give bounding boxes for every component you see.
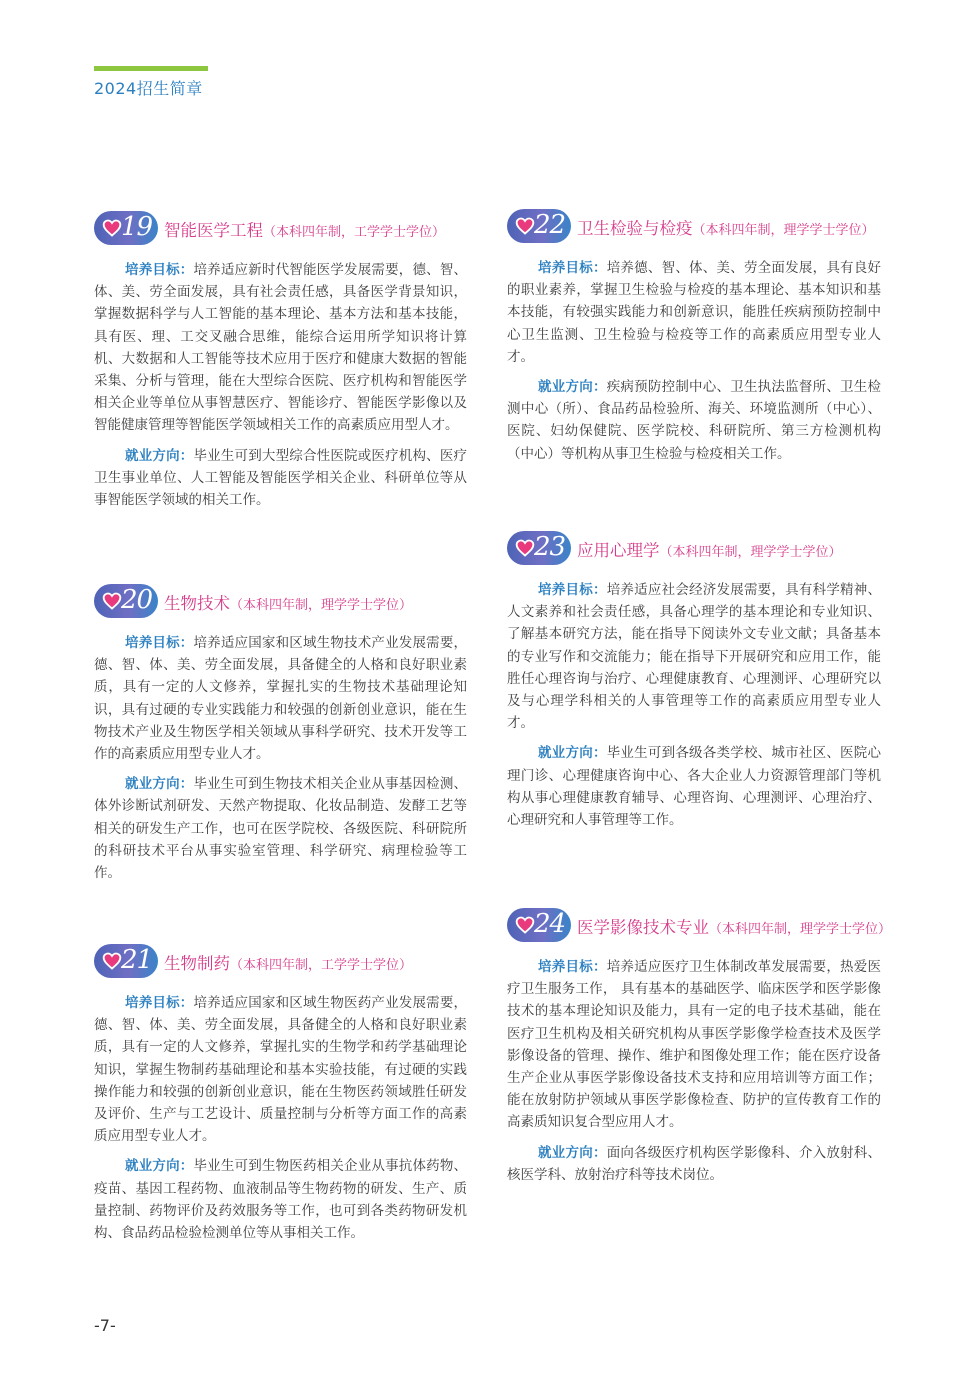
section-title — [164, 950, 412, 974]
degree-note: （本科四年制，工学学士学位） — [263, 225, 446, 240]
section-number: 24 — [534, 909, 566, 939]
career-text: 面向各级医疗机构医学影像科、介入放射科、核医学科、放射治疗科等技术岗位。 — [507, 1144, 882, 1183]
career-text: 毕业生可到大型综合性医院或医疗机构、医疗卫生事业单位、人工智能及智能医学相关企业、科研单位等从事智能医学领域的相关工作。 — [94, 447, 468, 509]
career-direction — [94, 445, 467, 512]
section-heading — [94, 944, 467, 978]
goal-text: 培养德、智、体、美、劳全面发展，具有良好的职业素养，掌握卫生检验与检疫的基本理论、基本知识和基本技能，有较强实践能力和创新意识，能胜任疾病预防控制中心卫生监测、卫生检验与检疫等工作的高素质应用型专业人才。 — [507, 260, 882, 365]
section-heading — [507, 209, 881, 243]
goal-text: 培养适应新时代智能医学发展需要，德、智、体、美、劳全面发展，具有社会责任感，具备医学背景知识，掌握数据科学与人工智能的基本理论、基本方法和基本技能，具有医、理、工交叉融合思维，能综合运用所学知识将计算机、大数据和人工智能等技术应用于医疗和健康大数据的智能采集、分析与管理，能在大型综合医院、医疗机构和智能医学相关企业等单位从事智慧医疗、智能诊疗、智能医学影像以及智能健康管理等智能医学领域相关工作的高素质应用型人才。 — [94, 262, 468, 434]
section-heading — [507, 531, 881, 565]
degree-note: （本科四年制，理学学士学位） — [709, 922, 892, 937]
brochure-title: 2024招生简章 — [94, 79, 203, 98]
career-direction — [507, 1142, 881, 1186]
goal-label: 培养目标： — [538, 959, 607, 975]
goal-label: 培养目标： — [125, 635, 194, 651]
major-section-22 — [507, 209, 881, 465]
degree-note: （本科四年制，理学学士学位） — [230, 598, 413, 613]
section-heading — [507, 908, 892, 942]
major-name: 卫生检验与检疫 — [577, 219, 693, 238]
degree-note: （本科四年制，理学学士学位） — [659, 545, 842, 560]
training-goal — [507, 956, 881, 1134]
major-name: 智能医学工程 — [164, 221, 263, 240]
goal-label: 培养目标： — [125, 995, 194, 1011]
career-direction — [507, 376, 881, 465]
goal-label: 培养目标： — [538, 260, 607, 276]
section-title — [577, 914, 891, 938]
career-label: 就业方向： — [125, 776, 194, 793]
major-name: 生物制药 — [164, 954, 230, 973]
header-accent-bar — [94, 66, 208, 71]
heart-icon — [515, 216, 535, 236]
section-heading — [94, 211, 467, 245]
career-label: 就业方向： — [125, 1158, 194, 1175]
section-title — [164, 590, 412, 614]
heart-icon — [102, 218, 122, 238]
career-direction — [94, 773, 467, 884]
section-number: 21 — [121, 945, 153, 975]
degree-note: （本科四年制，工学学士学位） — [230, 958, 413, 973]
goal-text: 培养适应医疗卫生体制改革发展需要，热爱医疗卫生服务工作， 具有基本的基础医学、临床医学和医学影像技术的基本理论知识及能力，具有一定的电子技术基础，能在医疗卫生机构及相关研究机构从事医学影像学检查技术及医学影像设备的管理、操作、维护和图像处理工作；能在医疗设备生产企业从事医学影像设备技术支持和应用培训等方面工作；能在放射防护领域从事医学影像检查、防护的宣传教育工作的高素质知识复合型应用人才。 — [507, 959, 882, 1131]
major-name: 医学影像技术专业 — [577, 918, 709, 937]
career-text: 毕业生可到各级各类学校、城市社区、医院心理门诊、心理健康咨询中心、各大企业人力资源管理部门等机构从事心理健康教育辅导、心理咨询、心理测评、心理治疗、心理研究和人事管理等工作。 — [507, 745, 882, 829]
section-number-badge — [507, 908, 571, 942]
section-number: 23 — [534, 532, 566, 562]
section-number: 22 — [534, 210, 566, 240]
training-goal — [94, 992, 467, 1147]
training-goal — [94, 259, 467, 437]
section-number-badge — [94, 211, 158, 245]
section-number-badge — [94, 584, 158, 618]
goal-label: 培养目标： — [538, 582, 607, 598]
section-number: 20 — [121, 585, 153, 615]
career-text: 疾病预防控制中心、卫生执法监督所、卫生检测中心（所）、食品药品检验所、海关、环境监测所（中心）、医院、妇幼保健院、医学院校、科研院所、第三方检测机构（中心）等机构从事卫生检验与检疫相关工作。 — [507, 379, 882, 462]
training-goal — [507, 579, 881, 734]
major-section-19 — [94, 211, 467, 511]
section-number-badge — [507, 531, 571, 565]
goal-text: 培养适应国家和区域生物医药产业发展需要，德、智、体、美、劳全面发展，具备健全的人格和良好职业素质，具有一定的人文修养，掌握扎实的生物学和药学基础理论知识，掌握生物制药基础理论和基本实验技能，有过硬的实践操作能力和较强的创新创业意识，能在生物医药领域胜任研发及评价、生产与工艺设计、质量控制与分析等方面工作的高素质应用型专业人才。 — [94, 995, 468, 1145]
heart-icon — [515, 538, 535, 558]
heart-icon — [102, 951, 122, 971]
major-section-23 — [507, 531, 881, 831]
major-name: 应用心理学 — [577, 541, 660, 560]
degree-note: （本科四年制，理学学士学位） — [692, 223, 875, 238]
section-title — [577, 215, 875, 239]
major-section-24 — [507, 908, 892, 1186]
career-text: 毕业生可到生物技术相关企业从事基因检测、体外诊断试剂研发、天然产物提取、化妆品制造、发酵工艺等相关的研发生产工作，也可在医学院校、各级医院、科研院所的科研技术平台从事实验室管理、科学研究、病理检验等工作。 — [94, 776, 468, 882]
goal-label: 培养目标： — [125, 262, 194, 278]
heart-icon — [102, 591, 122, 611]
career-label: 就业方向： — [538, 1144, 607, 1161]
section-number-badge — [94, 944, 158, 978]
heart-icon — [515, 915, 535, 935]
major-section-20 — [94, 584, 467, 884]
page-number: -7- — [94, 1316, 116, 1335]
career-text: 毕业生可到生物医药相关企业从事抗体药物、疫苗、基因工程药物、血液制品等生物药物的研发、生产、质量控制、药物评价及药效服务等工作，也可到各类药物研发机构、食品药品检验检测单位等从事相关工作。 — [94, 1158, 468, 1242]
training-goal — [94, 632, 467, 765]
section-title — [577, 537, 842, 561]
training-goal — [507, 257, 881, 368]
career-label: 就业方向： — [538, 745, 607, 762]
career-label: 就业方向： — [125, 447, 194, 464]
major-name: 生物技术 — [164, 594, 230, 613]
section-title — [164, 217, 445, 241]
goal-text: 培养适应社会经济发展需要，具有科学精神、人文素养和社会责任感，具备心理学的基本理论和专业知识、了解基本研究方法，能在指导下阅读外文专业文献；具备基本的专业写作和交流能力；能在指导下开展研究和应用工作，能胜任心理咨询与治疗、心理健康教育、心理测评、心理研究以及与心理学科相关的人事管理等工作的高素质应用型专业人才。 — [507, 582, 882, 732]
career-label: 就业方向： — [538, 379, 607, 396]
goal-text: 培养适应国家和区域生物技术产业发展需要，德、智、体、美、劳全面发展，具备健全的人格和良好职业素质，具有一定的人文修养，掌握扎实的生物技术基础理论知识，具有过硬的专业实践能力和较强的创新创业意识，能在生物技术产业及生物医学相关领域从事科学研究、技术开发等工作的高素质应用型专业人才。 — [94, 635, 468, 763]
section-number: 19 — [121, 212, 153, 242]
section-heading — [94, 584, 467, 618]
section-number-badge — [507, 209, 571, 243]
major-section-21 — [94, 944, 467, 1244]
career-direction — [507, 742, 881, 831]
career-direction — [94, 1155, 467, 1244]
